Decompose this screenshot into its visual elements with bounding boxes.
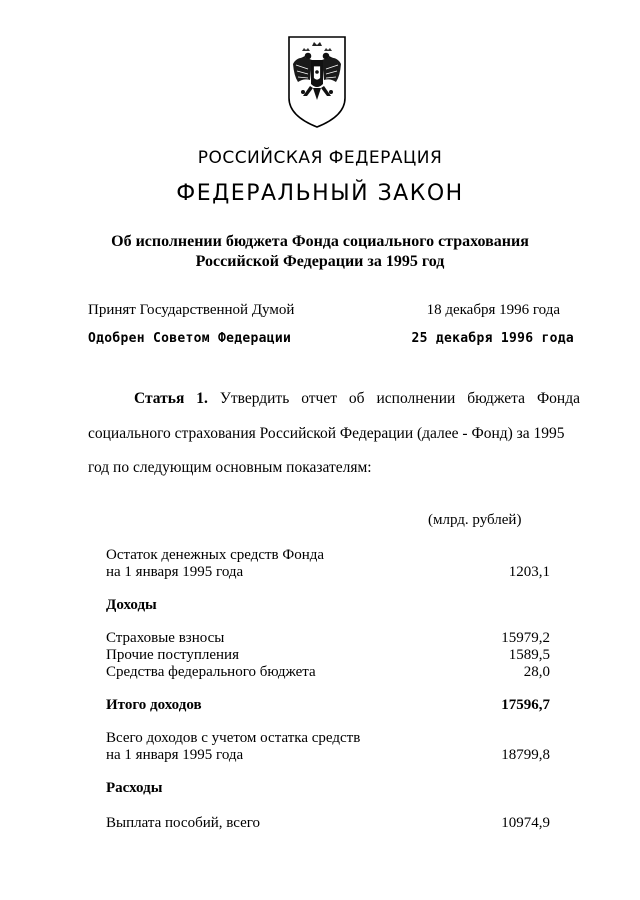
- section-heading: [106, 780, 550, 797]
- country-name: РОССИЙСКАЯ ФЕДЕРАЦИЯ: [197, 148, 443, 168]
- table-row: [106, 664, 550, 681]
- table-row-total: [106, 697, 550, 714]
- article-text: социального страхования Российской Федерации (далее - Фонд) за 1995: [88, 424, 565, 442]
- row-name: [106, 547, 436, 581]
- double-headed-eagle-icon: [286, 34, 348, 130]
- row-value: 18799,8: [501, 747, 550, 763]
- table-row: [106, 730, 550, 764]
- adoption-council-label: Одобрен Советом Федерации: [88, 331, 292, 346]
- row-value: 28,0: [523, 664, 550, 680]
- table-row: [106, 815, 550, 832]
- document-type: ФЕДЕРАЛЬНЫЙ ЗАКОН: [176, 181, 464, 206]
- row-name: Выплата пособий, всего: [106, 815, 261, 831]
- table-row: [106, 647, 550, 664]
- section-heading-text: Расходы: [106, 780, 163, 796]
- unit-label: (млрд. рублей): [428, 512, 522, 528]
- row-name-line: на 1 января 1995 года: [106, 564, 244, 580]
- law-title-line: Российской Федерации за 1995 год: [195, 253, 445, 270]
- row-name-line: Всего доходов с учетом остатка средств: [106, 730, 361, 746]
- row-name-line: на 1 января 1995 года: [106, 747, 244, 763]
- law-title-line: Об исполнении бюджета Фонда социального страхования: [111, 233, 529, 250]
- article-label: Статья 1.: [134, 390, 208, 407]
- row-name-line: Остаток денежных средств Фонда: [106, 547, 325, 563]
- adoption-duma-label: Принят Государственной Думой: [88, 302, 295, 318]
- row-value: 15979,2: [501, 630, 550, 646]
- law-title: [0, 232, 640, 272]
- section-heading: [106, 597, 550, 614]
- adoption-duma-date: 18 декабря 1996 года: [426, 302, 560, 318]
- article-1: [88, 382, 580, 486]
- table-row: [106, 547, 550, 581]
- row-name: Итого доходов: [106, 697, 202, 713]
- article-text: Утвердить отчет об исполнении бюджета Фонда: [219, 390, 580, 407]
- row-value: 1203,1: [508, 564, 550, 580]
- row-name: [106, 730, 436, 764]
- adoption-council-date: 25 декабря 1996 года: [411, 331, 574, 346]
- row-name: Прочие поступления: [106, 647, 239, 663]
- row-name: Средства федерального бюджета: [106, 664, 316, 680]
- article-first-line: [88, 382, 580, 417]
- table-row: [106, 630, 550, 647]
- row-name: Страховые взносы: [106, 630, 225, 646]
- row-value: 17596,7: [501, 697, 550, 713]
- section-heading-text: Доходы: [106, 597, 157, 613]
- row-value: 10974,9: [501, 815, 550, 831]
- state-emblem: [286, 34, 348, 130]
- article-text: год по следующим основным показателям:: [88, 459, 372, 476]
- row-value: 1589,5: [508, 647, 550, 663]
